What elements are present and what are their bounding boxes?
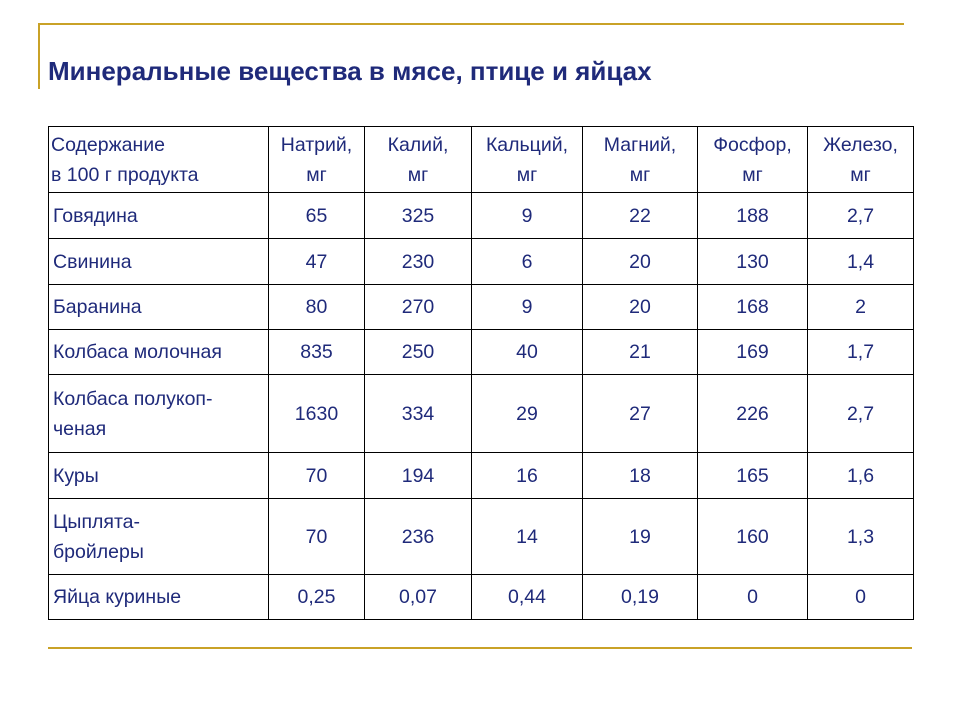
row-label: Баранина [49, 285, 269, 330]
table-cell: 230 [365, 239, 472, 285]
table-cell: 2 [808, 285, 914, 330]
table-cell: 1,7 [808, 330, 914, 375]
table-cell: 0,44 [472, 575, 583, 620]
table-cell: 2,7 [808, 375, 914, 453]
row-label: Колбаса молочная [49, 330, 269, 375]
table-cell: 236 [365, 499, 472, 575]
table-cell: 0,07 [365, 575, 472, 620]
table-cell: 9 [472, 193, 583, 239]
table-cell: 168 [698, 285, 808, 330]
frame-top-line [38, 23, 904, 25]
table-cell: 21 [583, 330, 698, 375]
table-cell: 165 [698, 453, 808, 499]
table-cell: 40 [472, 330, 583, 375]
table-cell: 226 [698, 375, 808, 453]
table-cell: 0,19 [583, 575, 698, 620]
header-cell-potassium: Калий, мг [365, 127, 472, 193]
row-label: Свинина [49, 239, 269, 285]
row-label: Яйца куриные [49, 575, 269, 620]
header-cell-content: Содержание в 100 г продукта [49, 127, 269, 193]
table-cell: 1,6 [808, 453, 914, 499]
table-cell: 2,7 [808, 193, 914, 239]
minerals-table-container [48, 126, 913, 620]
table-cell: 14 [472, 499, 583, 575]
table-cell: 0 [808, 575, 914, 620]
table-cell: 1,4 [808, 239, 914, 285]
minerals-table [48, 126, 914, 620]
table-cell: 130 [698, 239, 808, 285]
table-row [49, 499, 914, 575]
table-cell: 325 [365, 193, 472, 239]
table-row [49, 453, 914, 499]
table-cell: 6 [472, 239, 583, 285]
table-cell: 160 [698, 499, 808, 575]
table-row [49, 193, 914, 239]
table-cell: 18 [583, 453, 698, 499]
table-cell: 1630 [269, 375, 365, 453]
table-cell: 188 [698, 193, 808, 239]
table-cell: 0,25 [269, 575, 365, 620]
table-row [49, 239, 914, 285]
table-cell: 20 [583, 239, 698, 285]
table-cell: 334 [365, 375, 472, 453]
table-cell: 270 [365, 285, 472, 330]
table-cell: 22 [583, 193, 698, 239]
table-cell: 20 [583, 285, 698, 330]
row-label: Куры [49, 453, 269, 499]
slide-title: Минеральные вещества в мясе, птице и яйцах [48, 56, 652, 86]
table-cell: 29 [472, 375, 583, 453]
table-row [49, 285, 914, 330]
header-row [49, 127, 914, 193]
table-row [49, 375, 914, 453]
header-cell-phosphorus: Фосфор, мг [698, 127, 808, 193]
header-cell-iron: Железо, мг [808, 127, 914, 193]
header-cell-calcium: Кальций, мг [472, 127, 583, 193]
frame-bottom-line [48, 647, 912, 649]
table-cell: 70 [269, 453, 365, 499]
table-cell: 80 [269, 285, 365, 330]
row-label: Цыплята- бройлеры [49, 499, 269, 575]
table-cell: 0 [698, 575, 808, 620]
frame-left-line [38, 23, 40, 89]
header-cell-sodium: Натрий, мг [269, 127, 365, 193]
table-cell: 65 [269, 193, 365, 239]
table-row [49, 575, 914, 620]
table-cell: 250 [365, 330, 472, 375]
table-cell: 47 [269, 239, 365, 285]
header-cell-magnesium: Магний, мг [583, 127, 698, 193]
table-cell: 194 [365, 453, 472, 499]
table-cell: 835 [269, 330, 365, 375]
table-row [49, 330, 914, 375]
table-cell: 19 [583, 499, 698, 575]
table-cell: 9 [472, 285, 583, 330]
table-cell: 16 [472, 453, 583, 499]
row-label: Говядина [49, 193, 269, 239]
table-cell: 27 [583, 375, 698, 453]
table-cell: 1,3 [808, 499, 914, 575]
table-cell: 169 [698, 330, 808, 375]
row-label: Колбаса полукоп- ченая [49, 375, 269, 453]
table-cell: 70 [269, 499, 365, 575]
